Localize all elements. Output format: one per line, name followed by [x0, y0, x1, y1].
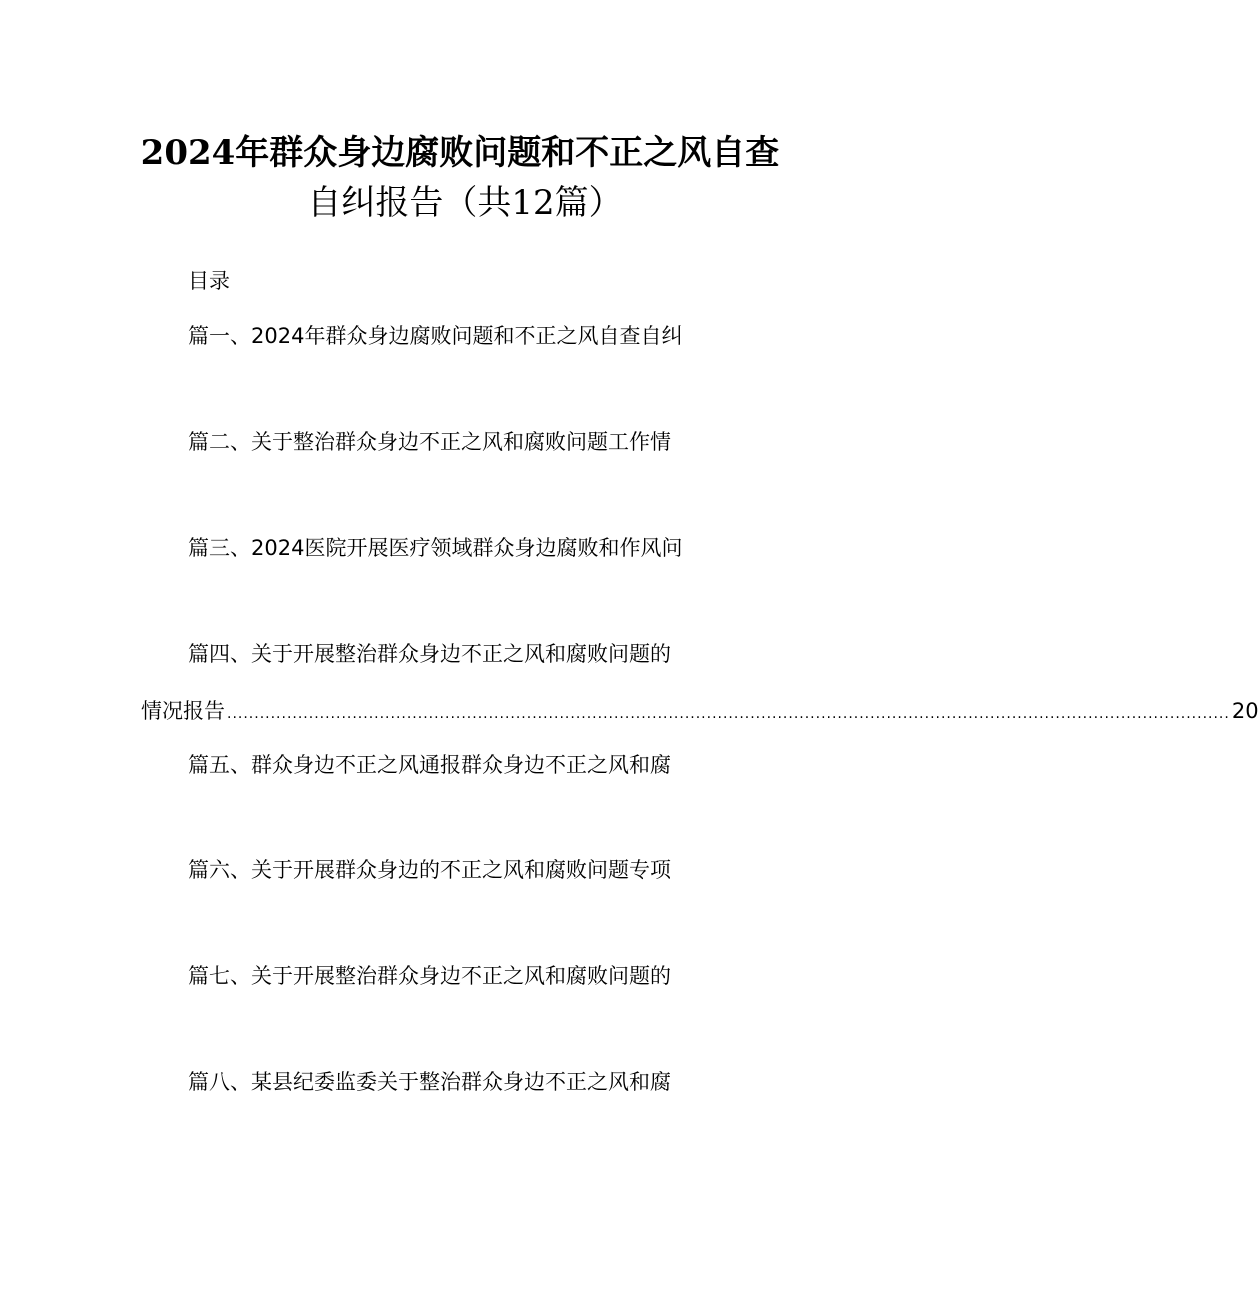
- toc-entry-1[interactable]: 篇一、2024年群众身边腐败问题和不正之风自查自纠: [188, 324, 683, 348]
- toc-entry-2[interactable]: 篇二、关于整治群众身边不正之风和腐败问题工作情: [188, 430, 671, 454]
- toc-heading: 目录: [188, 269, 230, 293]
- document-title-line-1: 2024年群众身边腐败问题和不正之风自查: [140, 133, 780, 173]
- toc-leader-dots: ........................................................................................................................................................................................: [227, 706, 1230, 722]
- toc-entry-4-continuation[interactable]: [141, 696, 1259, 726]
- toc-entry-5[interactable]: 篇五、群众身边不正之风通报群众身边不正之风和腐: [188, 753, 671, 777]
- toc-entry-8[interactable]: 篇八、某县纪委监委关于整治群众身边不正之风和腐: [188, 1070, 671, 1094]
- document-title-line-2: 自纠报告（共12篇）: [307, 183, 623, 223]
- toc-entry-4[interactable]: 篇四、关于开展整治群众身边不正之风和腐败问题的: [188, 642, 671, 666]
- toc-entry-4-continuation-text: 情况报告: [141, 699, 225, 723]
- toc-entry-3[interactable]: 篇三、2024医院开展医疗领域群众身边腐败和作风问: [188, 536, 683, 560]
- toc-entry-6[interactable]: 篇六、关于开展群众身边的不正之风和腐败问题专项: [188, 858, 671, 882]
- toc-entry-7[interactable]: 篇七、关于开展整治群众身边不正之风和腐败问题的: [188, 964, 671, 988]
- toc-entry-4-page-number: 20: [1231, 699, 1259, 723]
